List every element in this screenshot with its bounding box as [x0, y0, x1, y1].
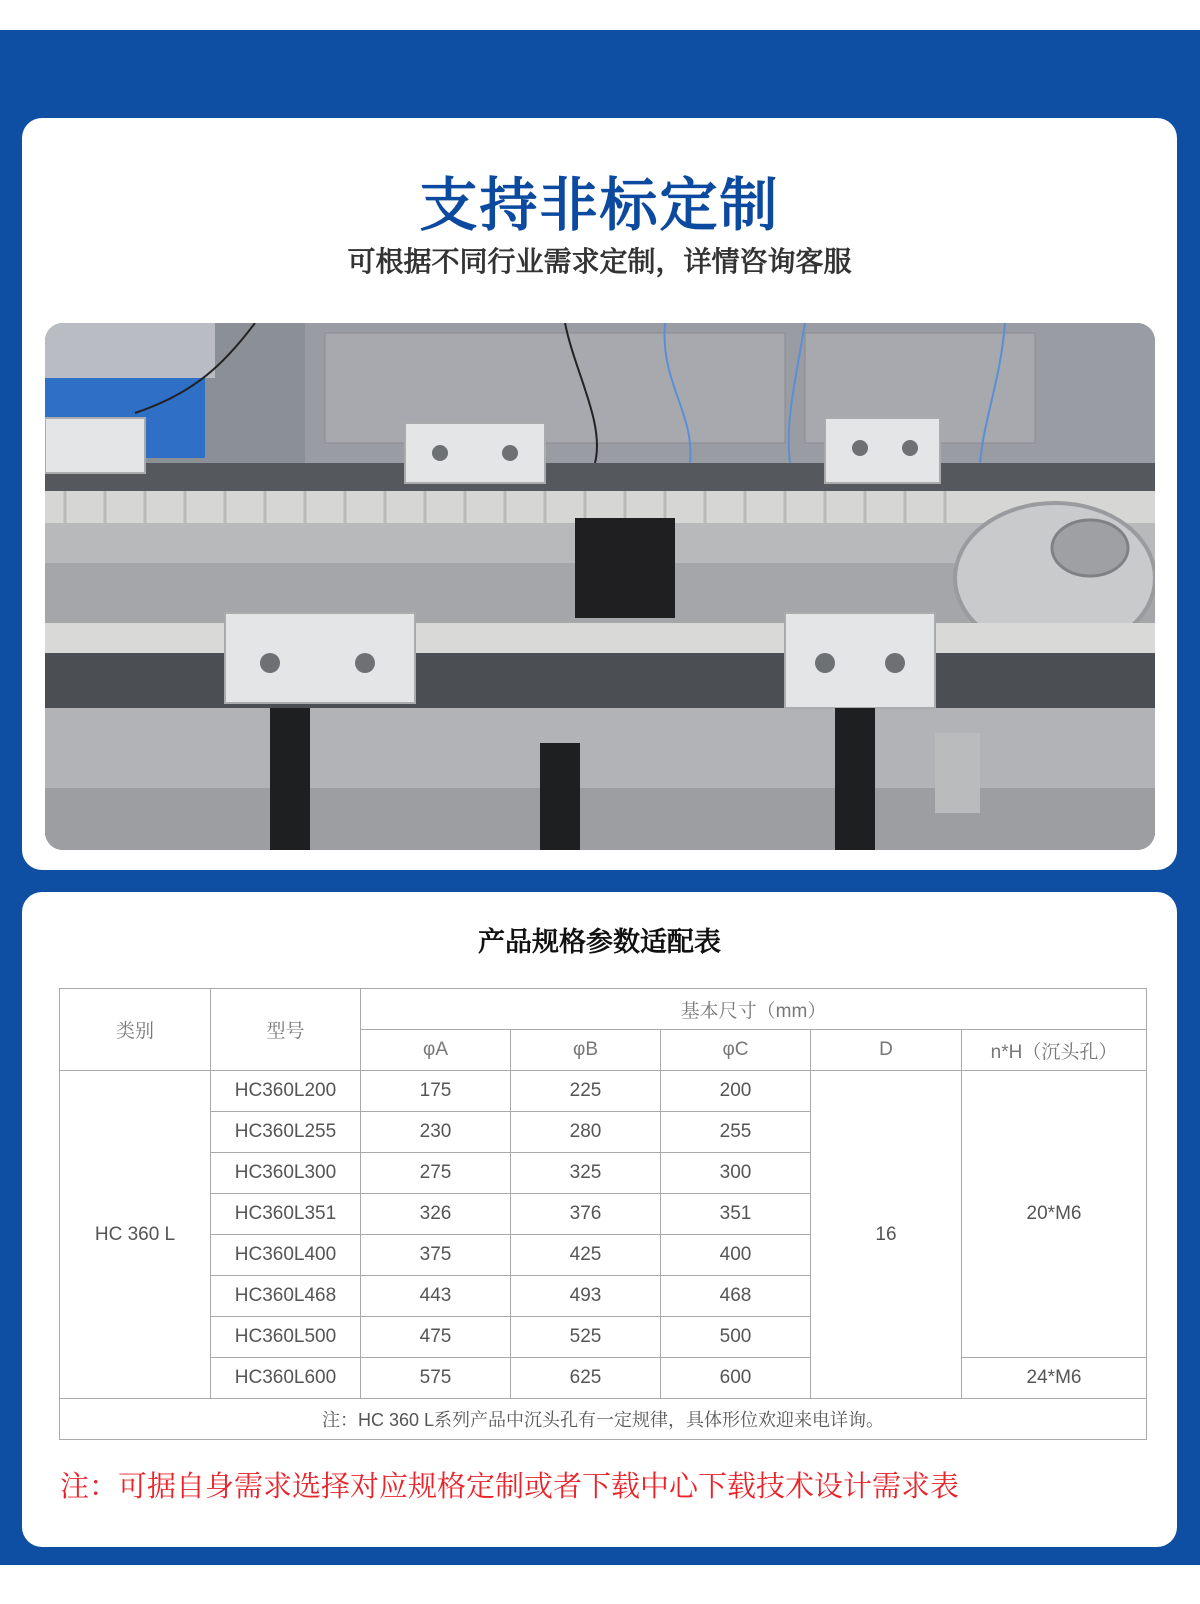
model-cell: HC360L500: [211, 1317, 361, 1358]
model-cell: HC360L400: [211, 1235, 361, 1276]
phi-b-cell: 325: [511, 1153, 661, 1194]
phi-a-cell: 475: [361, 1317, 511, 1358]
page-subtitle: 可根据不同行业需求定制，详情咨询客服: [347, 245, 852, 278]
n-h-cell: 20*M6: [962, 1071, 1147, 1358]
bottom-note: 注：可据自身需求选择对应规格定制或者下载中心下载技术设计需求表: [60, 1469, 960, 1503]
table-row: [60, 1071, 1147, 1112]
phi-c-cell: 255: [661, 1112, 811, 1153]
phi-c-cell: 300: [661, 1153, 811, 1194]
spec-table-title: 产品规格参数适配表: [478, 927, 721, 958]
phi-a-cell: 443: [361, 1276, 511, 1317]
phi-a-cell: 275: [361, 1153, 511, 1194]
phi-c-cell: 200: [661, 1071, 811, 1112]
header-model: 型号: [211, 989, 361, 1071]
table-footnote-row: [60, 1399, 1147, 1440]
blue-frame: [0, 30, 1200, 1565]
model-cell: HC360L255: [211, 1112, 361, 1153]
phi-a-cell: 326: [361, 1194, 511, 1235]
header-n-h: n*H（沉头孔）: [962, 1030, 1147, 1071]
phi-b-cell: 625: [511, 1358, 661, 1399]
header-d: D: [811, 1030, 962, 1071]
model-cell: HC360L600: [211, 1358, 361, 1399]
header-category: 类别: [60, 989, 211, 1071]
conveyor-photo: [45, 323, 1155, 850]
category-cell: HC 360 L: [60, 1071, 211, 1399]
phi-c-cell: 500: [661, 1317, 811, 1358]
model-cell: HC360L300: [211, 1153, 361, 1194]
header-phi-a: φA: [361, 1030, 511, 1071]
phi-c-cell: 351: [661, 1194, 811, 1235]
phi-a-cell: 175: [361, 1071, 511, 1112]
spec-table-card: [22, 892, 1177, 1547]
phi-c-cell: 468: [661, 1276, 811, 1317]
page-title: 支持非标定制: [419, 171, 780, 239]
table-footnote: 注：HC 360 L系列产品中沉头孔有一定规律，具体形位欢迎来电详询。: [60, 1399, 1147, 1440]
phi-a-cell: 230: [361, 1112, 511, 1153]
customization-card: [22, 118, 1177, 870]
n-h-cell: 24*M6: [962, 1358, 1147, 1399]
header-basic-dimensions: 基本尺寸（mm）: [361, 989, 1147, 1030]
phi-b-cell: 280: [511, 1112, 661, 1153]
phi-b-cell: 376: [511, 1194, 661, 1235]
phi-c-cell: 600: [661, 1358, 811, 1399]
phi-a-cell: 575: [361, 1358, 511, 1399]
phi-b-cell: 493: [511, 1276, 661, 1317]
header-phi-c: φC: [661, 1030, 811, 1071]
table-row: [60, 1358, 1147, 1399]
phi-b-cell: 425: [511, 1235, 661, 1276]
conveyor-illustration: [45, 323, 1155, 850]
model-cell: HC360L351: [211, 1194, 361, 1235]
table-header-row: [60, 989, 1147, 1030]
phi-b-cell: 525: [511, 1317, 661, 1358]
spec-table: [59, 988, 1147, 1440]
model-cell: HC360L200: [211, 1071, 361, 1112]
phi-b-cell: 225: [511, 1071, 661, 1112]
model-cell: HC360L468: [211, 1276, 361, 1317]
header-phi-b: φB: [511, 1030, 661, 1071]
phi-c-cell: 400: [661, 1235, 811, 1276]
d-cell: 16: [811, 1071, 962, 1399]
phi-a-cell: 375: [361, 1235, 511, 1276]
